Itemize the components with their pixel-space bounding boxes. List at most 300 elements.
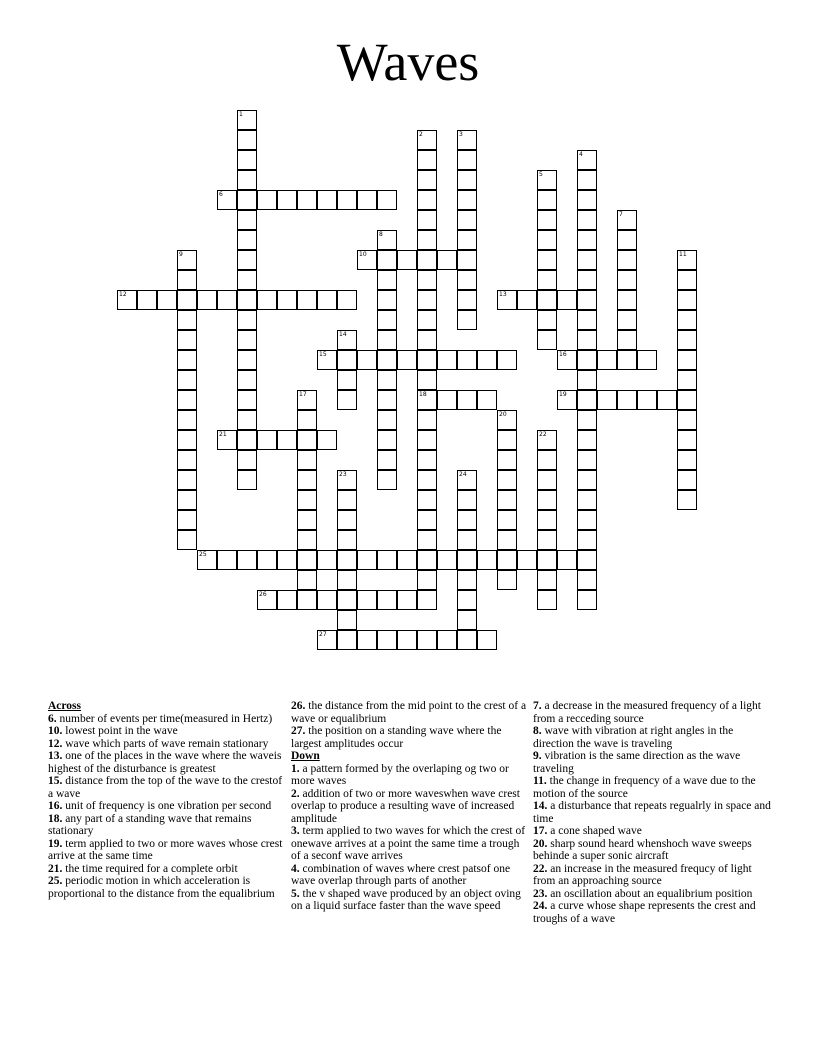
grid-cell[interactable] [217,190,237,210]
grid-cell[interactable] [237,430,257,450]
grid-cell[interactable] [277,430,297,450]
grid-cell[interactable] [537,550,557,570]
grid-cell[interactable] [377,310,397,330]
grid-cell[interactable] [457,390,477,410]
grid-cell[interactable] [497,570,517,590]
grid-cell[interactable] [237,370,257,390]
grid-cell[interactable] [337,570,357,590]
clue-text: an increase in the measured frequcy of light from an approaching source [533,862,752,887]
grid-cell[interactable] [177,310,197,330]
clue-item [48,725,286,738]
grid-cell[interactable] [297,510,317,530]
grid-cell[interactable] [617,270,637,290]
grid-cell[interactable] [677,450,697,470]
grid-cell[interactable] [297,290,317,310]
clue-item [48,738,286,751]
grid-cell[interactable] [517,550,537,570]
grid-cell[interactable] [337,350,357,370]
grid-cell[interactable] [677,470,697,490]
grid-cell[interactable] [537,590,557,610]
grid-cell[interactable] [457,270,477,290]
grid-cell[interactable] [457,550,477,570]
grid-cell[interactable] [217,550,237,570]
clue-number-label: 15. [48,775,63,787]
grid-cell[interactable] [437,250,457,270]
clue-number: 25 [199,551,207,558]
grid-cell[interactable] [457,350,477,370]
grid-cell[interactable] [237,290,257,310]
grid-cell[interactable] [537,290,557,310]
grid-cell[interactable] [337,590,357,610]
clue-item [533,888,771,901]
grid-cell[interactable] [297,390,317,410]
grid-cell[interactable] [237,470,257,490]
grid-cell[interactable] [577,170,597,190]
grid-cell[interactable] [157,290,177,310]
clue-text: the change in frequency of a wave due to the motion of the source [533,775,756,800]
clue-text: a disturbance that repeats regualrly in space and time [533,800,771,825]
grid-cell[interactable] [237,310,257,330]
grid-cell[interactable] [177,530,197,550]
grid-cell[interactable] [537,490,557,510]
grid-cell[interactable] [357,630,377,650]
grid-cell[interactable] [457,610,477,630]
grid-cell[interactable] [577,410,597,430]
grid-cell[interactable] [237,330,257,350]
grid-cell[interactable] [417,510,437,530]
grid-cell[interactable] [397,630,417,650]
grid-cell[interactable] [417,250,437,270]
grid-cell[interactable] [417,530,437,550]
grid-cell[interactable] [617,330,637,350]
grid-cell[interactable] [297,410,317,430]
grid-cell[interactable] [537,570,557,590]
clue-text: wave with vibration at right angles in the direction the wave is traveling [533,725,734,750]
grid-cell[interactable] [377,230,397,250]
grid-cell[interactable] [457,170,477,190]
grid-cell[interactable] [177,490,197,510]
grid-cell[interactable] [617,290,637,310]
grid-cell[interactable] [537,250,557,270]
grid-cell[interactable] [537,330,557,350]
grid-cell[interactable] [557,290,577,310]
clue-text: periodic motion in which acceleration is proportional to the distance from the equalibrium [48,875,275,900]
grid-cell[interactable] [497,470,517,490]
clue-item [533,900,771,925]
grid-cell[interactable] [277,590,297,610]
clue-number-label: 26. [291,700,306,712]
grid-cell[interactable] [317,350,337,370]
grid-cell[interactable] [297,570,317,590]
grid-cell[interactable] [177,510,197,530]
grid-cell[interactable] [177,410,197,430]
grid-cell[interactable] [377,410,397,430]
grid-cell[interactable] [337,290,357,310]
grid-cell[interactable] [417,410,437,430]
grid-cell[interactable] [377,250,397,270]
grid-cell[interactable] [177,450,197,470]
grid-cell[interactable] [237,190,257,210]
clue-number-label: 17. [533,825,548,837]
grid-cell[interactable] [457,570,477,590]
grid-cell[interactable] [497,490,517,510]
grid-cell[interactable] [257,190,277,210]
clue-number-label: 25. [48,875,63,887]
grid-cell[interactable] [457,490,477,510]
grid-cell[interactable] [617,210,637,230]
clue-item [533,863,771,888]
grid-cell[interactable] [337,470,357,490]
grid-cell[interactable] [377,330,397,350]
grid-cell[interactable] [337,330,357,350]
grid-cell[interactable] [377,290,397,310]
clue-number: 22 [539,431,547,438]
grid-cell[interactable] [677,310,697,330]
clue-number-label: 10. [48,725,63,737]
grid-cell[interactable] [417,430,437,450]
grid-cell[interactable] [637,350,657,370]
grid-cell[interactable] [457,250,477,270]
grid-cell[interactable] [577,430,597,450]
grid-cell[interactable] [277,550,297,570]
clue-number-label: 21. [48,862,63,875]
grid-cell[interactable] [537,190,557,210]
clue-number: 5 [539,171,543,178]
grid-cell[interactable] [177,290,197,310]
grid-cell[interactable] [417,550,437,570]
grid-cell[interactable] [497,530,517,550]
grid-cell[interactable] [457,590,477,610]
grid-cell[interactable] [577,230,597,250]
grid-cell[interactable] [237,230,257,250]
grid-cell[interactable] [677,490,697,510]
grid-cell[interactable] [297,490,317,510]
grid-cell[interactable] [177,350,197,370]
grid-cell[interactable] [357,250,377,270]
clue-text: distance from the top of the wave to the crestof a wave [48,775,283,800]
clue-number: 2 [419,131,423,138]
grid-cell[interactable] [217,290,237,310]
grid-cell[interactable] [297,590,317,610]
grid-cell[interactable] [417,570,437,590]
grid-cell[interactable] [577,490,597,510]
grid-cell[interactable] [617,310,637,330]
grid-cell[interactable] [417,210,437,230]
grid-cell[interactable] [137,290,157,310]
grid-cell[interactable] [557,390,577,410]
grid-cell[interactable] [337,610,357,630]
grid-cell[interactable] [677,250,697,270]
grid-cell[interactable] [557,350,577,370]
grid-cell[interactable] [257,550,277,570]
grid-cell[interactable] [417,230,437,250]
grid-cell[interactable] [657,390,677,410]
grid-cell[interactable] [417,170,437,190]
grid-cell[interactable] [297,450,317,470]
grid-cell[interactable] [357,190,377,210]
grid-cell[interactable] [537,230,557,250]
grid-cell[interactable] [177,370,197,390]
grid-cell[interactable] [377,470,397,490]
clue-item [48,813,286,838]
grid-cell[interactable] [237,390,257,410]
grid-cell[interactable] [597,350,617,370]
grid-cell[interactable] [297,550,317,570]
grid-cell[interactable] [377,450,397,470]
grid-cell[interactable] [297,430,317,450]
grid-cell[interactable] [437,630,457,650]
grid-cell[interactable] [457,190,477,210]
grid-cell[interactable] [377,430,397,450]
grid-cell[interactable] [517,290,537,310]
grid-cell[interactable] [677,270,697,290]
clue-number: 11 [679,251,687,258]
grid-cell[interactable] [577,330,597,350]
grid-cell[interactable] [237,110,257,130]
clue-number: 18 [419,391,427,398]
grid-cell[interactable] [577,250,597,270]
grid-cell[interactable] [417,450,437,470]
grid-cell[interactable] [477,350,497,370]
grid-cell[interactable] [577,510,597,530]
grid-cell[interactable] [677,410,697,430]
grid-cell[interactable] [397,590,417,610]
grid-cell[interactable] [537,510,557,530]
grid-cell[interactable] [237,150,257,170]
clues-column-2 [291,700,529,913]
grid-cell[interactable] [397,250,417,270]
clue-number-label: 3. [291,825,300,837]
grid-cell[interactable] [477,630,497,650]
grid-cell[interactable] [497,350,517,370]
grid-cell[interactable] [577,310,597,330]
grid-cell[interactable] [317,550,337,570]
grid-cell[interactable] [577,470,597,490]
grid-cell[interactable] [337,490,357,510]
grid-cell[interactable] [357,590,377,610]
grid-cell[interactable] [297,190,317,210]
grid-cell[interactable] [537,470,557,490]
clue-text: the v shaped wave produced by an object oving on a liquid surface faster than the wave speed [291,887,521,912]
grid-cell[interactable] [457,150,477,170]
grid-cell[interactable] [397,550,417,570]
grid-cell[interactable] [577,390,597,410]
grid-cell[interactable] [577,210,597,230]
grid-cell[interactable] [497,550,517,570]
clue-item [291,825,529,863]
grid-cell[interactable] [497,510,517,530]
grid-cell[interactable] [257,290,277,310]
grid-cell[interactable] [337,510,357,530]
grid-cell[interactable] [177,330,197,350]
grid-cell[interactable] [417,290,437,310]
grid-cell[interactable] [677,290,697,310]
grid-cell[interactable] [237,450,257,470]
grid-cell[interactable] [437,350,457,370]
grid-cell[interactable] [477,390,497,410]
grid-cell[interactable] [577,550,597,570]
grid-cell[interactable] [117,290,137,310]
grid-cell[interactable] [417,470,437,490]
grid-cell[interactable] [237,270,257,290]
grid-cell[interactable] [577,290,597,310]
grid-cell[interactable] [417,270,437,290]
grid-cell[interactable] [417,630,437,650]
grid-cell[interactable] [237,350,257,370]
grid-cell[interactable] [577,190,597,210]
grid-cell[interactable] [317,430,337,450]
grid-cell[interactable] [237,550,257,570]
grid-cell[interactable] [457,470,477,490]
grid-cell[interactable] [617,390,637,410]
clue-number-label: 22. [533,862,548,875]
grid-cell[interactable] [297,470,317,490]
grid-cell[interactable] [677,430,697,450]
grid-cell[interactable] [417,490,437,510]
clue-item [48,775,286,800]
grid-cell[interactable] [237,170,257,190]
grid-cell[interactable] [297,530,317,550]
grid-cell[interactable] [677,370,697,390]
grid-cell[interactable] [277,290,297,310]
clue-text: addition of two or more waveswhen wave crest overlap to produce a resulting wave of increased amplitude [291,787,520,825]
grid-cell[interactable] [537,430,557,450]
grid-cell[interactable] [557,550,577,570]
grid-cell[interactable] [397,350,417,370]
grid-cell[interactable] [177,270,197,290]
grid-cell[interactable] [197,290,217,310]
grid-cell[interactable] [417,310,437,330]
grid-cell[interactable] [577,370,597,390]
grid-cell[interactable] [377,390,397,410]
grid-cell[interactable] [377,270,397,290]
grid-cell[interactable] [337,530,357,550]
grid-cell[interactable] [417,190,437,210]
grid-cell[interactable] [457,310,477,330]
grid-cell[interactable] [497,290,517,310]
grid-cell[interactable] [357,350,377,370]
clue-number: 21 [219,431,227,438]
grid-cell[interactable] [617,230,637,250]
grid-cell[interactable] [537,170,557,190]
grid-cell[interactable] [377,370,397,390]
grid-cell[interactable] [617,350,637,370]
grid-cell[interactable] [417,150,437,170]
clue-number: 20 [499,411,507,418]
grid-cell[interactable] [457,530,477,550]
clue-item [533,775,771,800]
grid-cell[interactable] [417,370,437,390]
grid-cell[interactable] [177,430,197,450]
grid-cell[interactable] [377,630,397,650]
grid-cell[interactable] [457,210,477,230]
grid-cell[interactable] [617,250,637,270]
grid-cell[interactable] [677,330,697,350]
clue-item [533,825,771,838]
grid-cell[interactable] [317,590,337,610]
grid-cell[interactable] [477,550,497,570]
grid-cell[interactable] [457,230,477,250]
clue-item [48,750,286,775]
clue-number-label: 14. [533,800,548,812]
grid-cell[interactable] [537,530,557,550]
grid-cell[interactable] [677,350,697,370]
grid-cell[interactable] [337,190,357,210]
grid-cell[interactable] [417,130,437,150]
grid-cell[interactable] [457,510,477,530]
grid-cell[interactable] [497,450,517,470]
grid-cell[interactable] [637,390,657,410]
grid-cell[interactable] [577,270,597,290]
grid-cell[interactable] [577,350,597,370]
grid-cell[interactable] [537,210,557,230]
grid-cell[interactable] [537,450,557,470]
grid-cell[interactable] [177,250,197,270]
clue-number: 9 [179,251,183,258]
grid-cell[interactable] [177,470,197,490]
grid-cell[interactable] [537,310,557,330]
grid-cell[interactable] [277,190,297,210]
grid-cell[interactable] [417,350,437,370]
grid-cell[interactable] [197,550,217,570]
grid-cell[interactable] [317,630,337,650]
clue-number-label: 8. [533,725,542,737]
grid-cell[interactable] [597,390,617,410]
grid-cell[interactable] [537,270,557,290]
grid-cell[interactable] [437,550,457,570]
grid-cell[interactable] [337,370,357,390]
grid-cell[interactable] [337,390,357,410]
grid-cell[interactable] [377,550,397,570]
grid-cell[interactable] [577,590,597,610]
grid-cell[interactable] [377,590,397,610]
grid-cell[interactable] [417,330,437,350]
clue-text: unit of frequency is one vibration per second [62,800,272,812]
grid-cell[interactable] [377,190,397,210]
grid-cell[interactable] [317,290,337,310]
grid-cell[interactable] [337,550,357,570]
grid-cell[interactable] [457,630,477,650]
grid-cell[interactable] [217,430,237,450]
grid-cell[interactable] [257,430,277,450]
grid-cell[interactable] [237,410,257,430]
grid-cell[interactable] [577,150,597,170]
clues-column-3 [533,700,771,925]
grid-cell[interactable] [497,410,517,430]
grid-cell[interactable] [677,390,697,410]
grid-cell[interactable] [417,590,437,610]
grid-cell[interactable] [577,530,597,550]
grid-cell[interactable] [457,290,477,310]
grid-cell[interactable] [577,450,597,470]
grid-cell[interactable] [357,550,377,570]
grid-cell[interactable] [257,590,277,610]
grid-cell[interactable] [577,570,597,590]
grid-cell[interactable] [237,130,257,150]
grid-cell[interactable] [237,250,257,270]
grid-cell[interactable] [317,190,337,210]
grid-cell[interactable] [377,350,397,370]
grid-cell[interactable] [457,130,477,150]
grid-cell[interactable] [437,390,457,410]
clue-number-label: 5. [291,887,300,900]
grid-cell[interactable] [417,390,437,410]
grid-cell[interactable] [337,630,357,650]
clue-text: term applied to two or more waves whose crest arrive at the same time [48,837,283,862]
grid-cell[interactable] [237,210,257,230]
grid-cell[interactable] [177,390,197,410]
grid-cell[interactable] [497,430,517,450]
